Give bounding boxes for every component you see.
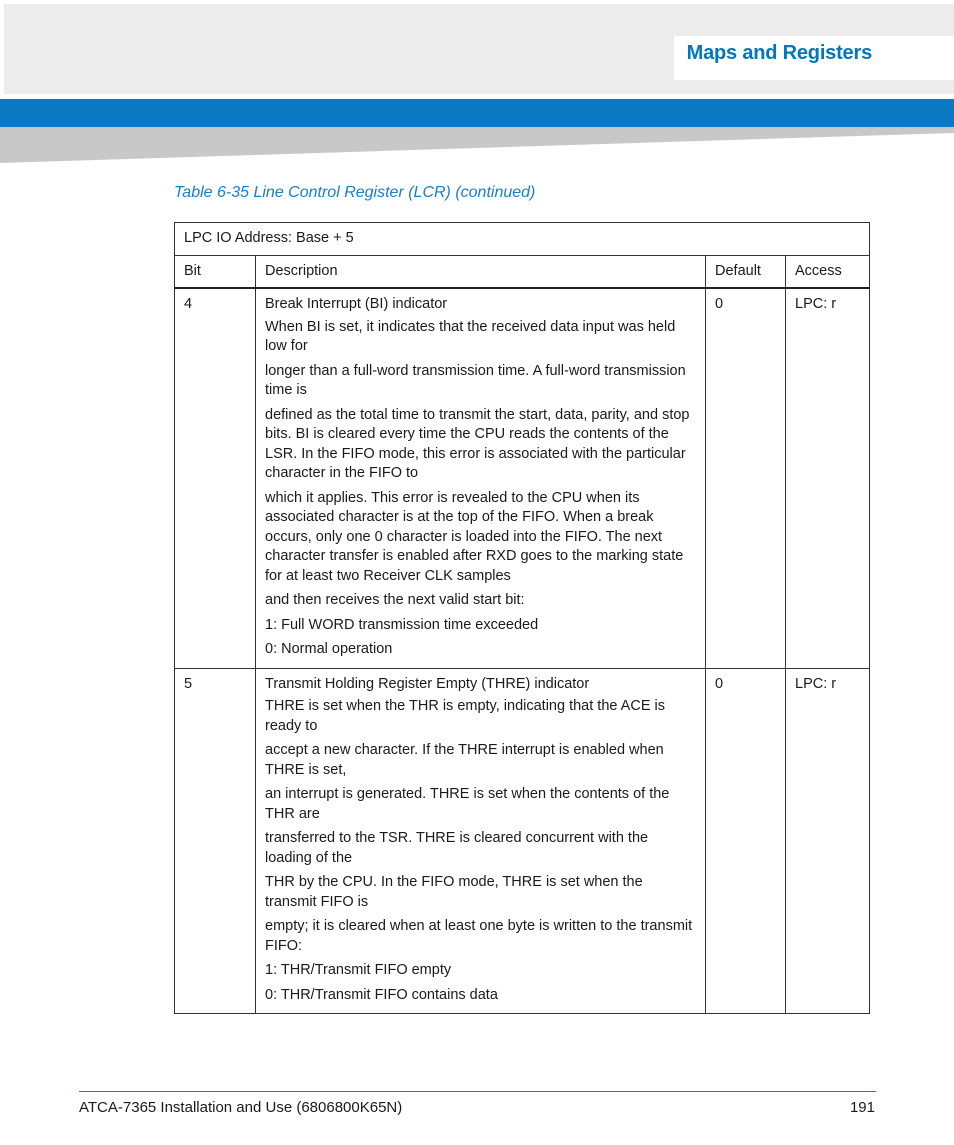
description-paragraph: 0: THR/Transmit FIFO contains data (265, 986, 498, 1003)
footer-page-number: 191 (849, 1099, 875, 1116)
register-table (174, 222, 870, 1014)
description-paragraph: and then receives the next valid start bit: (265, 592, 525, 608)
description-paragraph: transferred to the TSR. THRE is cleared concurrent with the loading of the (265, 830, 649, 866)
header-row (175, 255, 870, 288)
footer-document-title: ATCA-7365 Installation and Use (6806800K65N) (79, 1099, 403, 1116)
description-paragraph: 1: Full WORD transmission time exceeded (265, 616, 539, 633)
access-cell: LPC: r (786, 288, 870, 668)
address-row (175, 223, 870, 256)
bit-cell: 4 (175, 288, 256, 668)
description-paragraph: longer than a full-word transmission time. A full-word transmission time is (265, 362, 686, 398)
column-header-default: Default (706, 255, 786, 288)
address-cell: LPC IO Address: Base + 5 (175, 223, 870, 256)
description-title: Break Interrupt (BI) indicator (265, 296, 448, 312)
description-paragraph: THRE is set when the THR is empty, indicating that the ACE is ready to (265, 698, 665, 734)
description-paragraph: accept a new character. If the THRE interrupt is enabled when THRE is set, (265, 742, 664, 778)
description-cell (256, 288, 706, 668)
column-header-description: Description (256, 255, 706, 288)
footer-rule (79, 1091, 876, 1092)
column-header-access: Access (786, 255, 870, 288)
header-grey-wedge (0, 127, 954, 165)
access-cell: LPC: r (786, 668, 870, 1014)
table-row (175, 288, 870, 668)
default-cell: 0 (706, 668, 786, 1014)
table-row (175, 668, 870, 1014)
description-paragraph: 0: Normal operation (265, 641, 393, 657)
table-caption: Table 6-35 Line Control Register (LCR) (continued) (174, 184, 536, 201)
description-paragraph: which it applies. This error is revealed to the CPU when its associated character is at the top of the FIFO. When a break occurs, only one 0 character is loaded into the FIFO. The next character transfer is enabled after RXD goes to the marking state for at least two Receiver CLK samples (265, 489, 684, 584)
description-paragraph: 1: THR/Transmit FIFO empty (265, 962, 452, 978)
description-paragraph: THR by the CPU. In the FIFO mode, THRE is set when the transmit FIFO is (265, 874, 643, 910)
header-blue-bar (0, 99, 954, 127)
description-cell (256, 668, 706, 1014)
description-paragraph: When BI is set, it indicates that the received data input was held low for (265, 318, 676, 354)
description-paragraph: an interrupt is generated. THRE is set when the contents of the THR are (265, 786, 670, 822)
default-cell: 0 (706, 288, 786, 668)
description-paragraph: defined as the total time to transmit the start, data, parity, and stop bits. BI is cleared every time the CPU reads the contents of the LSR. In the FIFO mode, this error is associated with the particular character in the FIFO to (265, 406, 690, 481)
column-header-bit: Bit (175, 255, 256, 288)
bit-cell: 5 (175, 668, 256, 1014)
description-paragraph: empty; it is cleared when at least one byte is written to the transmit FIFO: (265, 918, 693, 954)
page-title: Maps and Registers (686, 42, 872, 64)
description-title: Transmit Holding Register Empty (THRE) indicator (265, 675, 590, 692)
